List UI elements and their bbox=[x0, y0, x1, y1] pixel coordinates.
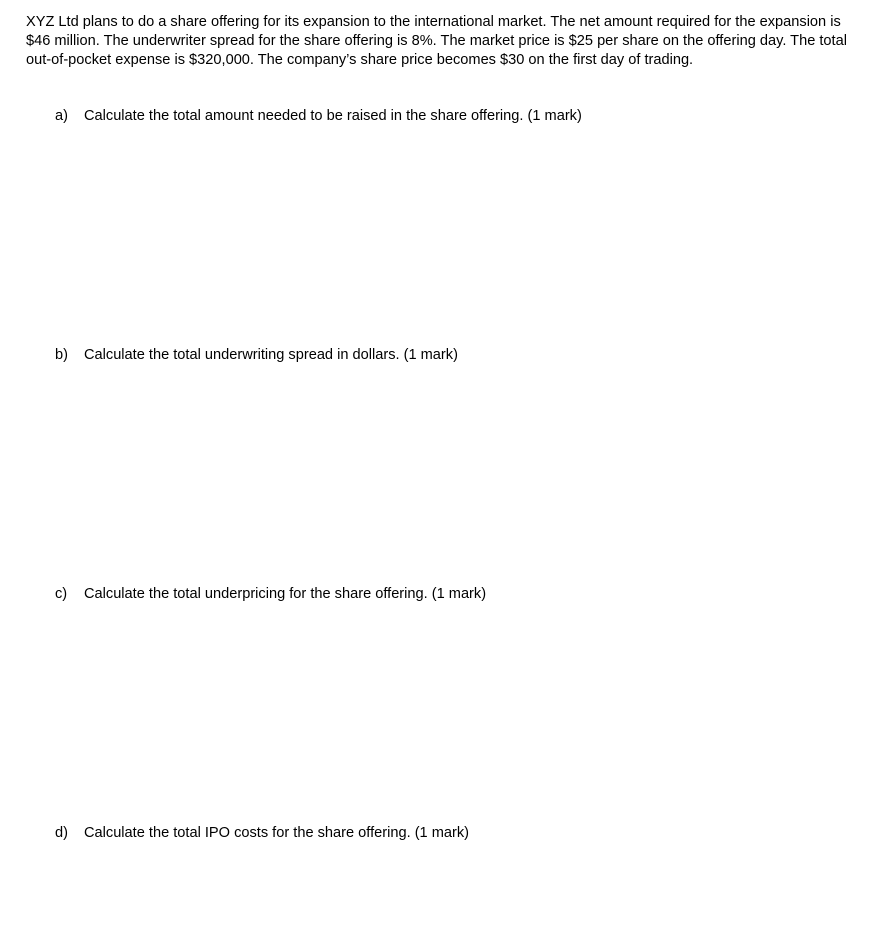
problem-statement: XYZ Ltd plans to do a share offering for its expansion to the international market. The net amount required for the expansion is $46 million. The underwriter spread for the share offering is 8%. The market price is $25 per share on the offering day. The total out-of-pocket expense is $320,000. The company’s share price becomes $30 on the first day of trading. bbox=[26, 14, 847, 68]
question-letter: a) bbox=[55, 108, 68, 124]
question-b bbox=[55, 346, 845, 365]
question-c bbox=[55, 585, 845, 604]
question-letter: b) bbox=[55, 347, 68, 363]
question-d bbox=[55, 824, 845, 843]
question-text: Calculate the total underpricing for the share offering. (1 mark) bbox=[84, 586, 487, 602]
question-a bbox=[55, 107, 845, 126]
question-letter: c) bbox=[55, 586, 68, 602]
question-text: Calculate the total IPO costs for the share offering. (1 mark) bbox=[84, 825, 470, 841]
question-text: Calculate the total amount needed to be raised in the share offering. (1 mark) bbox=[84, 108, 582, 124]
question-letter: d) bbox=[55, 825, 68, 841]
question-text: Calculate the total underwriting spread in dollars. (1 mark) bbox=[84, 347, 458, 363]
